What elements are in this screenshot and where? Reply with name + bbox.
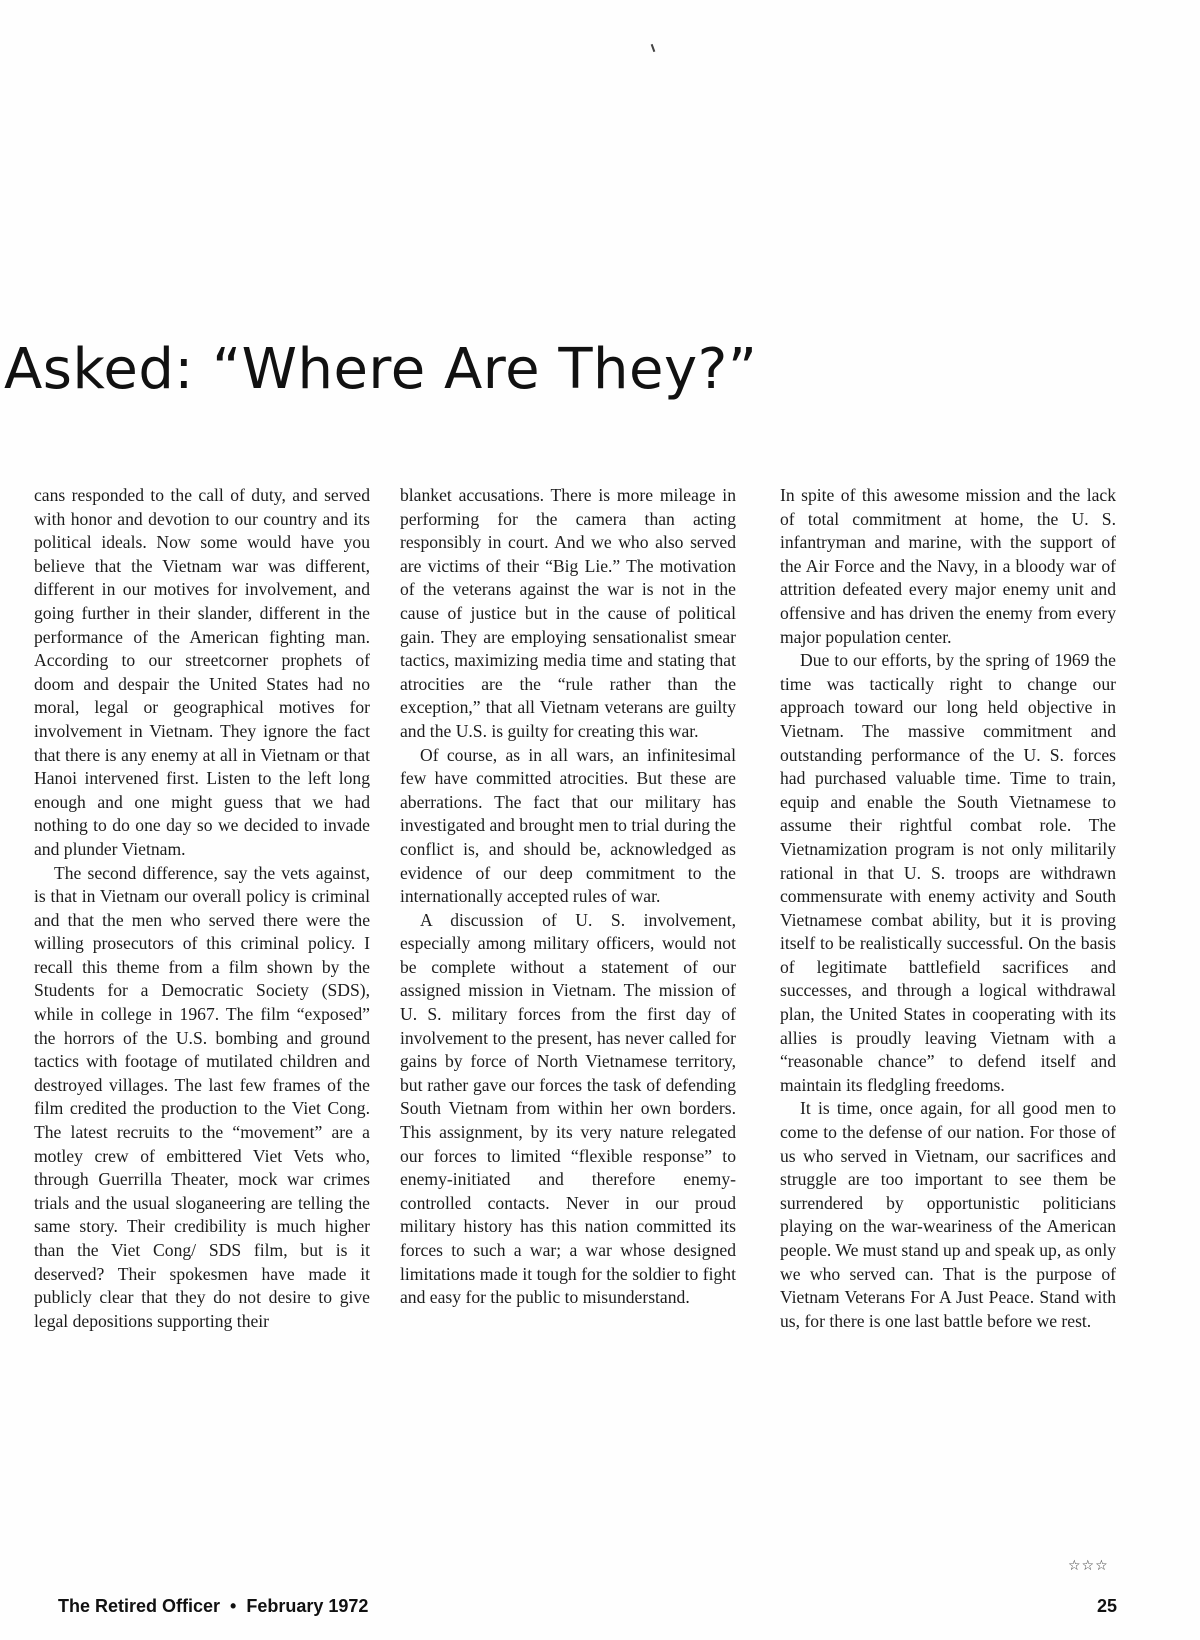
page-number: 25: [1097, 1596, 1118, 1616]
paragraph: It is time, once again, for all good men to come to the defense of our nation. For those of us who served in Vietnam, our sacrifices and struggle are too important to see them be surrendered by opportunistic politicians playing on the war-weariness of the American people. We must stand up and speak up, as only we who served can. That is the purpose of Vietnam Veterans For A Just Peace. Stand with us, for there is one last battle before we rest.: [780, 1098, 1116, 1331]
print-speck: [651, 44, 656, 52]
paragraph: Due to our efforts, by the spring of 1969 the time was tactically right to change our approach toward our long held objective in Vietnam. The massive commitment and outstanding performance of the U. S. forces had purchased valuable time. Time to train, equip and enable the South Vietnamese to assume their rightful combat role. The Vietnamization program is not only militarily rational in that U. S. troops are withdrawn commensurate with enemy activity and South Vietnamese combat ability, but it is proving itself to be realistically successful. On the basis of legitimate battlefield sacrifices and successes, and through a logical withdrawal plan, the United States in cooperating with its allies is proudly leaving Vietnam with a “reasonable chance” to defend itself and maintain its fledgling freedoms.: [780, 650, 1116, 1095]
paragraph: A discussion of U. S. involvement, especially among military officers, would not be complete without a statement of our assigned mission in Vietnam. The mission of U. S. military forces from the first day of involvement to the present, has never called for gains by force of North Vietnamese territory, but rather gave our forces the task of defending South Vietnam from within her own borders. This assignment, by its very nature relegated our forces to limited “flexible response” to enemy-initiated and therefore enemy-controlled contacts. Never in our proud military history has this nation committed its forces to such a war; a war whose designed limitations made it tough for the soldier to fight and easy for the public to misunderstand.: [400, 909, 736, 1308]
paragraph: cans responded to the call of duty, and served with honor and devotion to our country and its political ideals. Now some would have you believe that the Vietnam war was different, different in our motives for involvement, and going further in their slander, different in the performance of the American fighting man. According to our streetcorner prophets of doom and despair the United States had no moral, legal or geographical motives for involvement in Vietnam. They ignore the fact that there is any enemy at all in Vietnam or that Hanoi intervened first. Listen to the left long enough and one might guess that we had nothing to do one day so we decided to invade and plunder Vietnam.: [34, 485, 370, 859]
article-column-1: [34, 484, 370, 1333]
publication-name: The Retired Officer: [58, 1596, 221, 1616]
paragraph: The second difference, say the vets against, is that in Vietnam our overall policy is criminal and that the men who served there were the willing prosecutors of this criminal policy. I recall this theme from a film shown by the Students for a Democratic Society (SDS), while in college in 1967. The film “exposed” the horrors of the U.S. bombing and ground tactics with footage of mutilated children and destroyed villages. The last few frames of the film credited the production to the Viet Cong. The latest recruits to the “movement” are a motley crew of embittered Viet Vets who, through Guerrilla Theater, mock war crimes trials and the usual sloganeering are telling the same story. Their credibility is much higher than the Viet Cong/ SDS film, but is it deserved? Their spokesmen have made it publicly clear that they do not desire to give legal depositions supporting their: [34, 862, 370, 1331]
footer-bullet: •: [230, 1596, 237, 1616]
paragraph: In spite of this awesome mission and the lack of total commitment at home, the U. S. infantryman and marine, with the support of the Air Force and the Navy, in a bloody war of attrition defeated every major enemy unit and offensive and has driven the enemy from every major population center.: [780, 485, 1116, 647]
article-column-2: [400, 484, 736, 1310]
article-title: Asked: “Where Are They?”: [4, 337, 758, 402]
paragraph: blanket accusations. There is more mileage in performing for the camera than acting responsibly in court. And we who also served are victims of their “Big Lie.” The motivation of the veterans against the war is not in the cause of justice but in the cause of political gain. They are employing sensationalist smear tactics, maximizing media time and stating that atrocities are the “rule rather than the exception,” that all Vietnam veterans are guilty and the U.S. is guilty for creating this war.: [400, 485, 736, 741]
issue-date: February 1972: [246, 1596, 369, 1616]
paragraph: Of course, as in all wars, an infinitesimal few have committed atrocities. But these are aberrations. The fact that our military has investigated and brought men to trial during the conflict is, and should be, acknowledged as evidence of our deep commitment to the internationally accepted rules of war.: [400, 744, 736, 907]
article-column-3: [780, 484, 1116, 1333]
footer-publication-line: [58, 1594, 368, 1618]
end-mark-stars: ☆☆☆: [1068, 1558, 1109, 1574]
